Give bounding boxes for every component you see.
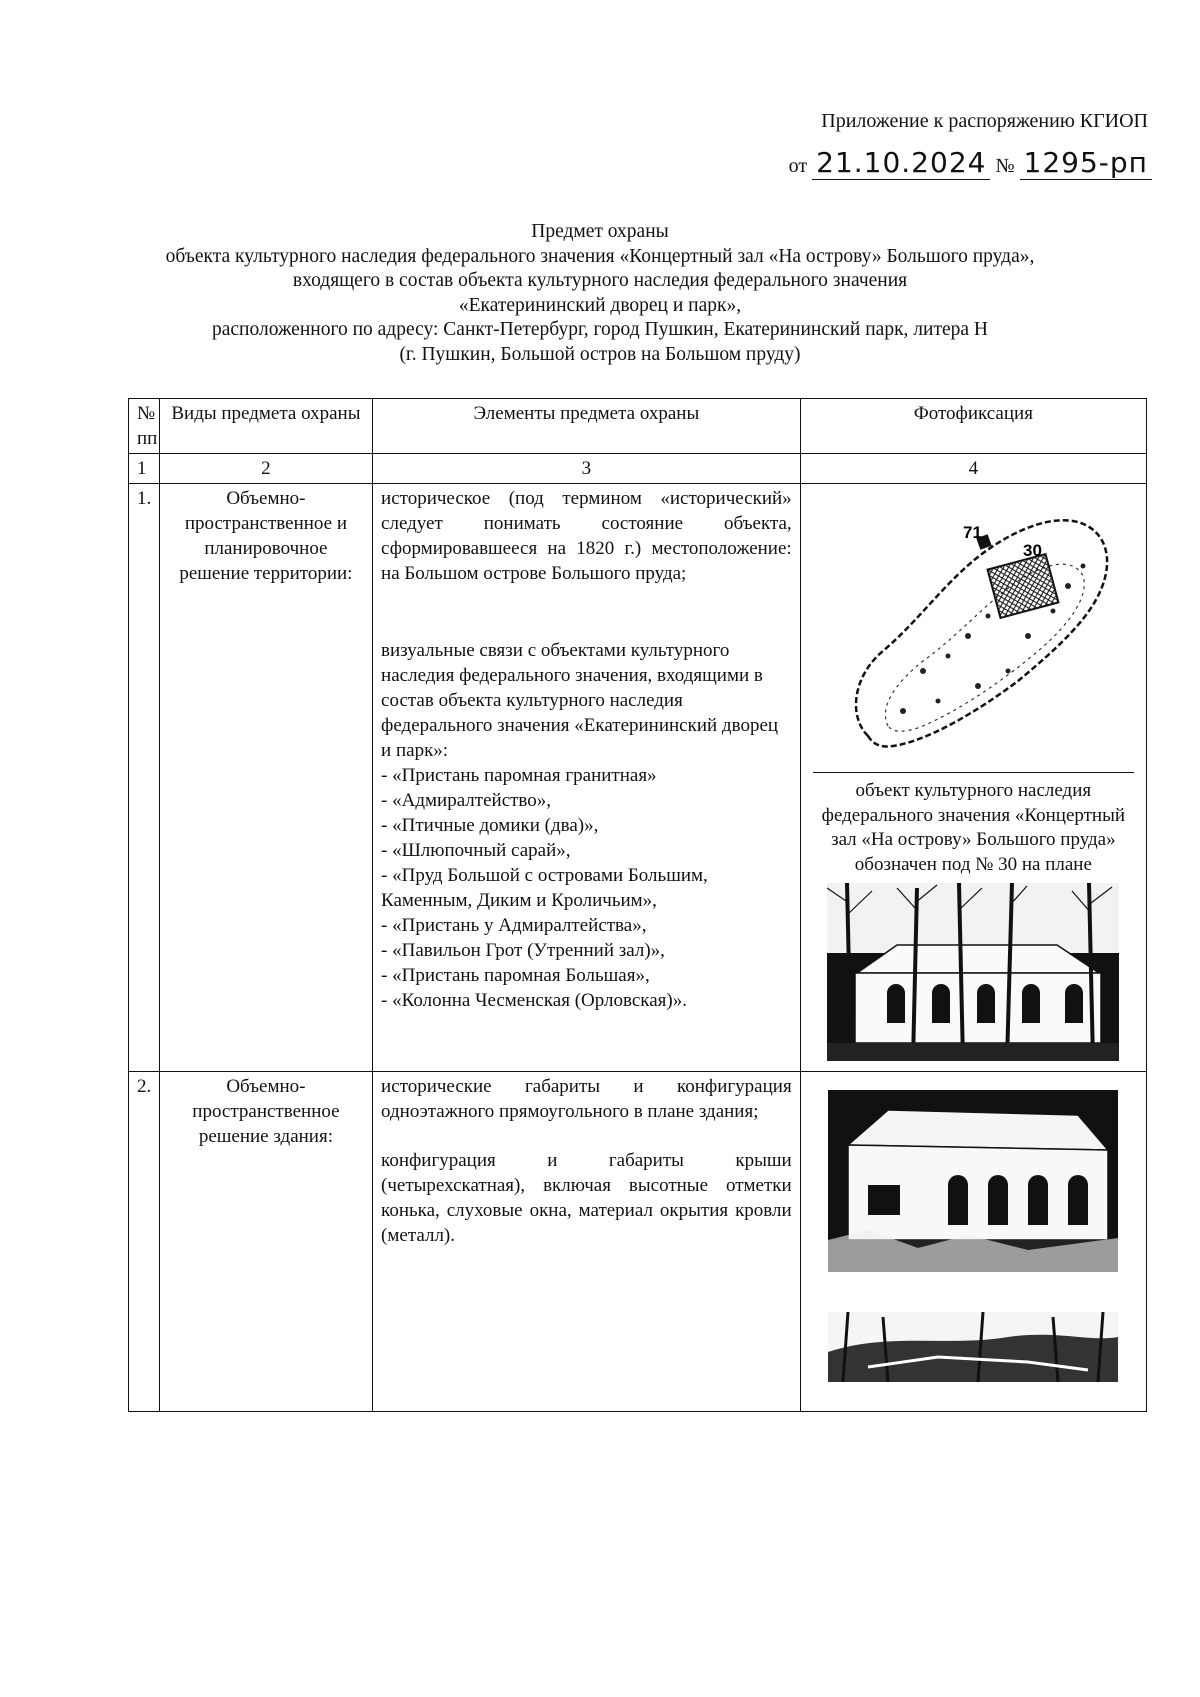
building-photo-1 [828, 1090, 1118, 1272]
col-number: 1 [129, 454, 160, 484]
col-number: 4 [800, 454, 1146, 484]
building-photo-2 [828, 1312, 1118, 1382]
list-item: - «Павильон Грот (Утренний зал)», [381, 940, 665, 961]
island-plan-image [828, 486, 1118, 766]
element-paragraph: историческое (под термином «исторический» следует понимать состояние объекта, сформировавшееся на 1820 г.) местоположение: на Большом острове Большого пруда; [381, 488, 792, 584]
row-photo [800, 484, 1146, 1072]
col-number: 2 [159, 454, 372, 484]
element-paragraph: конфигурация и габариты крыши (четырехскатная), включая высотные отметки конька, слуховые окна, материал окрытия кровли (металл). [381, 1150, 792, 1246]
order-date: 21.10.2024 [812, 146, 990, 180]
row-kind: Объемно-пространственное решение здания: [159, 1072, 372, 1412]
protection-subject-table [128, 398, 1147, 1412]
list-item: - «Пристань у Адмиралтейства», [381, 915, 647, 936]
title-line-1: Предмет охраны [531, 221, 669, 242]
order-date-line [789, 146, 1152, 179]
list-item: - «Пристань паромная Большая», [381, 965, 650, 986]
photo-caption: объект культурного наследия федерального значения «Концертный зал «На острову» Большого пруда» обозначен под № 30 на плане [821, 780, 1126, 875]
row-number: 1. [129, 484, 160, 1072]
list-item: - «Птичные домики (два)», [381, 815, 599, 836]
pavilion-photo [827, 883, 1119, 1061]
row-elements [373, 484, 801, 1072]
header-no: № пп [129, 399, 160, 454]
map-label: 71 [963, 523, 983, 542]
visual-links-list [381, 763, 792, 1013]
table-row [129, 484, 1147, 1072]
map-label: 30 [1023, 541, 1043, 560]
title-line-2: объекта культурного наследия федерального значения «Концертный зал «На острову» Большого пруда», [165, 245, 1035, 267]
list-item: - «Колонна Чесменская (Орловская)». [381, 990, 687, 1011]
table-header-row [129, 399, 1147, 454]
title-line-6: (г. Пушкин, Большой остров на Большом пруду) [399, 343, 801, 365]
row-number: 2. [129, 1072, 160, 1412]
number-label: № [995, 155, 1015, 177]
element-paragraph: исторические габариты и конфигурация одноэтажного прямоугольного в плане здания; [381, 1076, 792, 1122]
header-elements: Элементы предмета охраны [373, 399, 801, 454]
appendix-label: Приложение к распоряжению КГИОП [821, 110, 1148, 132]
column-number-row [129, 454, 1147, 484]
title-line-3: входящего в состав объекта культурного наследия федерального значения [292, 270, 908, 291]
list-item: - «Шлюпочный сарай», [381, 840, 571, 861]
list-item: - «Пруд Большой с островами Большим, Каменным, Диким и Кроличьим», [381, 865, 708, 911]
header-kind: Виды предмета охраны [159, 399, 372, 454]
row-photo [800, 1072, 1146, 1412]
title-line-4: «Екатерининский дворец и парк», [458, 294, 742, 316]
document-title [0, 220, 1200, 367]
element-paragraph: визуальные связи с объектами культурного наследия федерального значения, входящими в состав объекта культурного наследия федерального значения «Екатерининский дворец и парк»: [381, 640, 779, 761]
table-row [129, 1072, 1147, 1412]
order-number: 1295-рп [1020, 146, 1152, 180]
row-elements [373, 1072, 801, 1412]
list-item: - «Пристань паромная гранитная» [381, 765, 657, 786]
header-photo: Фотофиксация [800, 399, 1146, 454]
col-number: 3 [373, 454, 801, 484]
from-label: от [788, 155, 808, 177]
row-kind: Объемно-пространственное и планировочное решение территории: [159, 484, 372, 1072]
list-item: - «Адмиралтейство», [381, 790, 552, 811]
title-line-5: расположенного по адресу: Санкт-Петербург, город Пушкин, Екатерининский парк, литера Н [211, 319, 989, 340]
